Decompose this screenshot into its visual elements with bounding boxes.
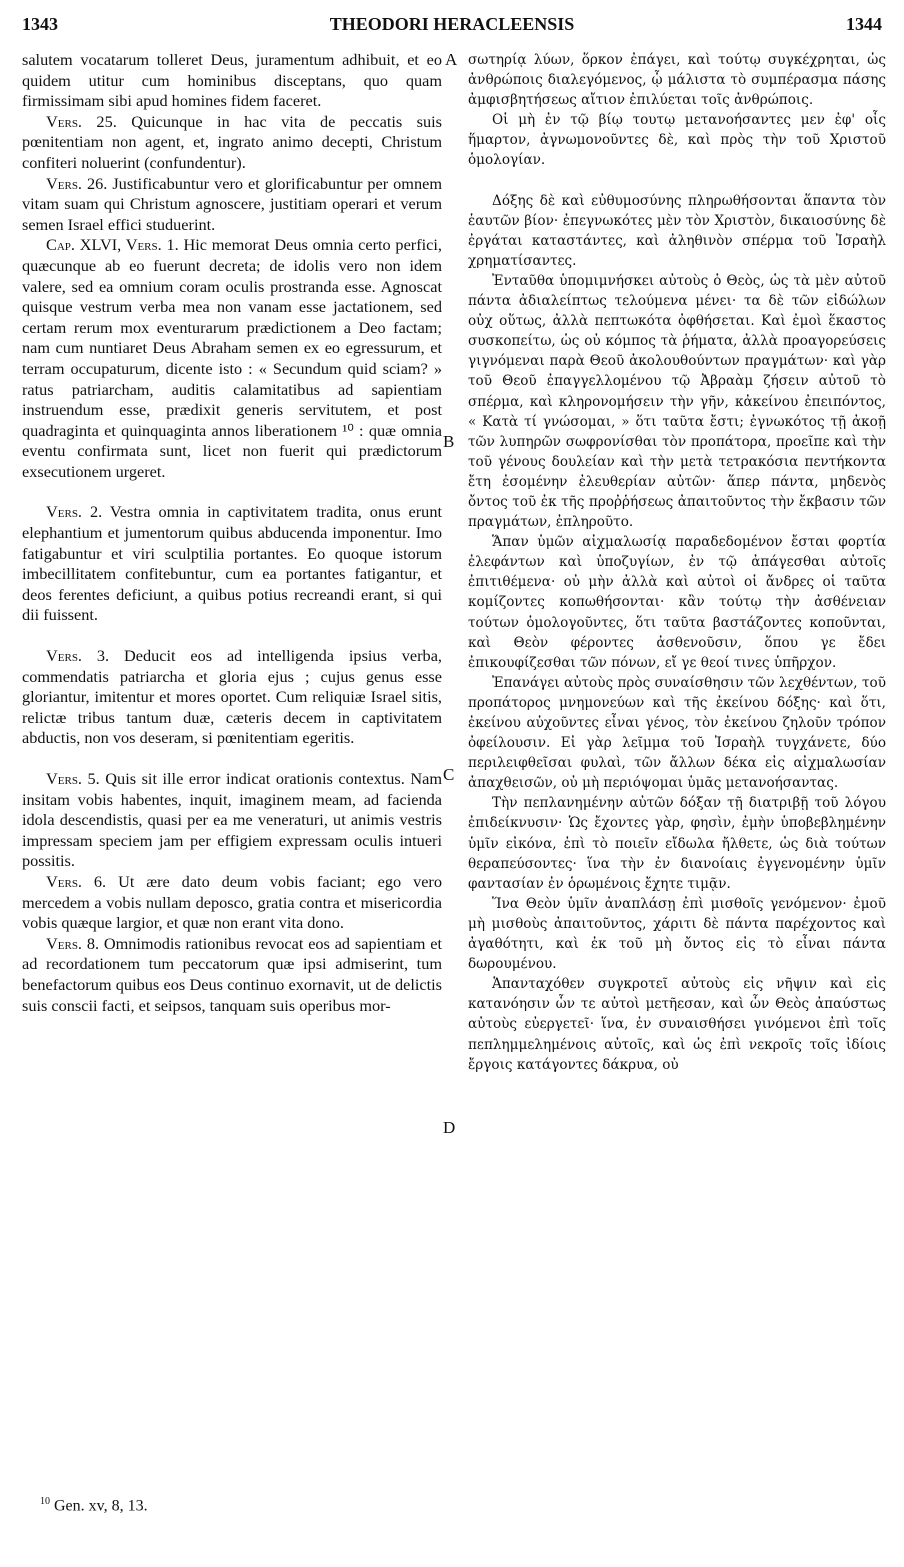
latin-paragraph: Vers. 2. Vestra omnia in captivitatem tradita, onus erunt elephantium et jumentorum quibus abducenda imponentur. Imo fatigabuntur et viri sculptilia portantes. Eo quoque istorum imbecillitatem confitebuntur, cum ea portantes fatigantur, et deos ferentes deficiunt, a quibus potius recreandi erant, si qui dii fuissent. xyxy=(22,502,442,625)
verse-label: Vers. 6. xyxy=(46,871,107,891)
page-number-right: 1344 xyxy=(846,14,882,34)
latin-paragraph: Vers. 25. Quicunque in hac vita de peccatis suis pœnitentiam non agent, et, ingrato animo decepti, Christum confiteri noluerint (confundentur). xyxy=(22,111,442,172)
greek-paragraph: Οἱ μὴ ἐν τῷ βίῳ τουτῳ μετανοήσαντες μεν ἐφ' οἷς ἥμαρτον, ἀγνωμονοῦντες δὲ, καὶ πρὸς τὴν τοῦ Χριστοῦ ὁμολογίαν. xyxy=(468,112,886,169)
verse-label: Vers. 25. xyxy=(46,111,117,131)
greek-paragraph: Τὴν πεπλανημένην αὐτῶν δόξαν τῇ διατριβῇ τοῦ λόγου ἐπιδείκνυσιν· Ὡς ἔχοντες γὰρ, φησὶν, ἐμὴν ὑποβεβλημένην ὑμῖν εἰκόνα, ἐπὶ τὸ ποιεῖν εἴδωλα ἤλθετε, ὡς διὰ τούτων θεραπεύσοντες· ἵνα τὴν ἐν διανοίαις ἐγγενομένην ὑμῖν φαντασίαν ἐν ὁρωμένοις ἔχητε τιμᾷν. xyxy=(468,795,886,892)
verse-label: Vers. 5. xyxy=(46,769,100,788)
footnote-number: 10 xyxy=(40,1496,50,1507)
footnote xyxy=(40,1496,148,1515)
page-number-left: 1343 xyxy=(22,14,58,34)
latin-paragraph: Vers. 5. Quis sit ille error indicat orationis contextus. Nam insitam vobis habentes, inquit, imaginem meam, ad facienda idola descendistis, quasi per ea me veneraturi, ut animis vestris impressam speciem jam per effigiem expressam oculis intueri possitis. xyxy=(22,769,442,871)
greek-paragraph: Ἐνταῦθα ὑπομιμνήσκει αὐτοὺς ὁ Θεὸς, ὡς τὰ μὲν αὐτοῦ πάντα ἀδιαλείπτως τελούμενα μένει· τα δὲ τῶν εἰδώλων οὐχ οὕτως, ἀλλὰ πεπτωκότα ὀφθήσεται. Καὶ ἐμοὶ ἕκαστος συσκοπείτω, ὡς οὐ κόμπος τὰ ῥήματα, ἀλλὰ προαγορεύσεις γιγνόμεναι παρὰ Θεοῦ ἀκολουθούντων πραγμάτων· καὶ γὰρ τοῦ Θεοῦ ἐπαγγελλομένου τῷ Ἀβραὰμ ζήσειν αὐτοῦ τὸ σπέρμα, καὶ κληρονομήσειν τὴν γῆν, κἀκείνου ἐπειπόντος, « Κατὰ τί γνώσομαι, » ὅτι ταῦτα ἔστι; ἐγνωκότος τῇ ἀκοῇ τῶν λυπηρῶν σωφρονίσθαι τὸν προπάτορα, προεῖπε καὶ τὴν τοῦ γένους δουλείαν καὶ τὴν μετὰ τετρακόσια πεντήκοντα ἔτη ἐσομένην ἐλευθερίαν αὐτῶν· ἅπερ πάντα, μηδενὸς ὄντος τοῦ ἐκ τῆς προῤῥήσεως ἀπαιτοῦντος τὴν ἔκβασιν τῶν πραγμάτων, ἐπληροῦτο. xyxy=(468,272,886,531)
greek-paragraph: Ἐπανάγει αὐτοὺς πρὸς συναίσθησιν τῶν λεχθέντων, τοῦ προπάτορος μνημονεύων καὶ τῆς ἐκείνου δόξης· καὶ ὅτι, ἐκείνου αὐχοῦντες εἶναι γένος, τὸν ἐκείνου ζηλοῦν τρόπον ὀφείλουσιν. Εἰ γὰρ λεῖμμα τοῦ Ἰσραὴλ τυγχάνετε, δύο περιλειφθεῖσαι φυλαὶ, τῶν ἄλλων δέκα εἰς αἰχμαλωσίαν ἀπαχθεισῶν, οὐ μὴ περιόψομαι ὑμᾶς μετανοήσαντας. xyxy=(468,674,886,792)
latin-paragraph: Vers. 3. Deducit eos ad intelligenda ipsius verba, commendatis patriarcha et gloria ejus ; cujus genus esse gloriantur, imitentur et mores oportet. Cum reliquiæ Israel sitis, relictæ tribus tantum duæ, cæteris decem in captivitatem abductis, non vos deseram, si pœnitentiam egeritis. xyxy=(22,646,442,748)
greek-paragraph: Ἅπαν ὑμῶν αἰχμαλωσίᾳ παραδεδομένον ἔσται φορτία ἐλεφάντων καὶ ὑποζυγίων, ἐν τῷ ἀπάγεσθαι αὐτοῖς ἐπιτιθέμενα· οὐ μὴν ἀλλὰ καὶ αὐτοὶ οἱ ἄνδρες οἱ ταῦτα κομίζοντες κοπωθήσονται· κἂν τούτῳ τὴν ἀσθένειαν τούτων ὁμολογοῦντες, ὅτι ταῦτα βαστάζοντες κοποῦνται, καὶ Θεὸν φέροντες ἀσθενοῦσιν, ὅπου γε ἔδει ἐπικουφίζεσθαι τῶν πόνων, εἴ γε θεοί τινες ὑπῆρχον. xyxy=(468,534,886,671)
greek-paragraph: Δόξης δὲ καὶ εὐθυμοσύνης πληρωθήσονται ἅπαντα τὸν ἑαυτῶν βίον· ἐπεγνωκότες μὲν τὸν Χριστὸν, δικαιοσύνης δὲ ἐργάται καταστάντες, καὶ ἀληθινὸν σπέρμα τοῦ Ἰσραὴλ χρηματίσαντες. xyxy=(468,192,886,269)
latin-column xyxy=(22,50,442,1016)
greek-paragraph: Ἁπανταχόθεν συγκροτεῖ αὐτοὺς εἰς νῆψιν καὶ εἰς κατανόησιν ὧν τε αὐτοὶ μετῆεσαν, καὶ ὧν Θεὸς ἀπαύστως αὐτοὺς εὐεργετεῖ· ἵνα, ἐν συναισθήσει γινόμενοι ἐπὶ τοῖς πεπλημμελημένοις αὐτοῖς, καὶ ὡς ἐπὶ νεκροῖς τοῖς ἰδίοις ἔργοις κατάγοντες δάκρυα, οὐ xyxy=(468,976,886,1073)
margin-marker-b: B xyxy=(443,432,455,451)
footnote-text: Gen. xv, 8, 13. xyxy=(54,1497,148,1515)
latin-paragraph: Cap. XLVI, Vers. 1. Hic memorat Deus omnia certo perfici, quæcunque ab eo fuerunt decreta; de idolis vero non idem valere, sed ea omnium coram oculis prostranda esse. Agnoscat quisque vestrum verba mea non vanam esse jactationem, sed certam rerum mox eventurarum prædictionem a Deo factam; nam cum nuntiaret Deus Abraham semen ex eo egressurum, et terram occupaturum, dicente isto : « Secundum quid sciam? » ratus patriarcham, auditis calamitatibus ad sapientiam instruendum esse, prædixit generis servitutem, et post quadraginta et quinquaginta annos liberationem ¹⁰ : quæ omnia eventu confirmata sunt, licet non fuerit qui prædictorum exsecutionem urgeret. xyxy=(22,235,442,481)
latin-paragraph: Vers. 8. Omnimodis rationibus revocat eos ad sapientiam et ad recordationem tum peccatorum quæ ipsi admiserint, tum benefactorum quibus eos Deus continuo exornavit, ut de delictis suis conscii facti, et seipsos, tanquam suis operibus mor- xyxy=(22,933,442,1015)
verse-label: Vers. 26. xyxy=(46,173,108,193)
verse-label: Vers. 2. xyxy=(46,502,103,522)
running-title: THEODORI HERACLEENSIS xyxy=(329,14,575,34)
latin-paragraph: Vers. 6. Ut ære dato deum vobis faciant; ego vero mercedem a vobis nullam deposco, gratia contra et misericordia vobis quæque largior, et quæ non erant vita dono. xyxy=(22,871,442,933)
margin-marker-a: A xyxy=(445,50,458,69)
running-header xyxy=(22,14,882,40)
verse-label: Vers. 3. xyxy=(46,646,110,666)
latin-paragraph: salutem vocatarum tolleret Deus, juramentum adhibuit, et eo quidem utitur cum hominibus disceptans, quo quam firmissimam sibi apud homines fidem faceret. xyxy=(22,50,442,111)
margin-marker-d: D xyxy=(443,1118,456,1137)
greek-paragraph: σωτηρίᾳ λύων, ὅρκον ἐπάγει, καὶ τούτῳ συγκέχρηται, ὡς ἀνθρώποις διαλεγόμενος, ᾧ μάλιστα τὸ συμπέρασμα πάσης ἀμφισβητήσεως αἴτιον ἐπιλύεται τοῖς ἀνθρώποις. xyxy=(468,52,886,109)
margin-marker-c: C xyxy=(443,765,455,784)
verse-label: Cap. XLVI, Vers. 1. xyxy=(46,235,179,255)
greek-paragraph: Ἵνα Θεὸν ὑμῖν ἀναπλάσῃ ἐπὶ μισθοῖς γενόμενον· ἐμοῦ μὴ μισθοὺς ἀπαιτοῦντος, χάριτι δὲ πάντα παρέχοντος καὶ ἀγαθότητι, καὶ ἐκ τοῦ μὴ ὄντος εἰς τὸ εἶναι πάντα δωρουμένου. xyxy=(468,895,886,973)
greek-column xyxy=(468,50,886,1075)
verse-label: Vers. 8. xyxy=(46,933,100,953)
latin-paragraph: Vers. 26. Justificabuntur vero et glorificabuntur per omnem vitam suam qui Christum agnoscere, justitiam operari et verum semen Israel effici studuerint. xyxy=(22,173,442,234)
